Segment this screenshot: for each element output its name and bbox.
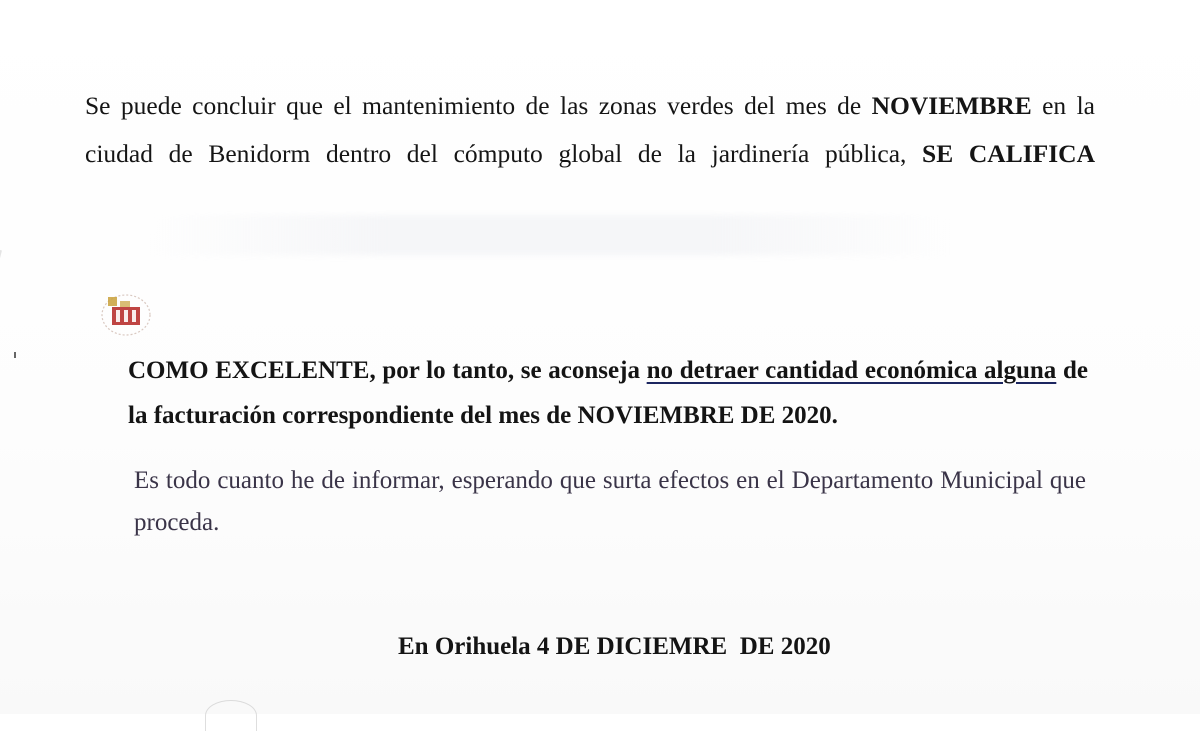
recommendation-line-2: la facturación correspondiente del mes de NOVIEMBRE DE 2020.: [128, 402, 838, 429]
bleed-through-shadow: [150, 215, 950, 255]
faint-stamp-arc: [205, 700, 257, 731]
qualification-bold: SE CALIFICA: [922, 139, 1095, 168]
closing-remarks-line-1: Es todo cuanto he de informar, esperando que surta efectos en el Departamento Municipal que: [134, 467, 1086, 494]
recommendation-paragraph: [128, 348, 1088, 438]
conclusion-text-1a: Se puede concluir que el mantenimiento de las zonas verdes del mes de: [85, 91, 872, 120]
conclusion-text-2a: ciudad de Benidorm dentro del cómputo global de la jardinería pública,: [85, 139, 923, 168]
recommendation-line-1: [128, 348, 1088, 393]
municipal-seal-icon: [100, 293, 152, 337]
month-bold: NOVIEMBRE: [871, 91, 1032, 120]
recommendation-text-1b: de: [1056, 357, 1089, 384]
conclusion-text-1b: en la: [1031, 91, 1095, 120]
paper-edge-mark: [0, 250, 2, 406]
underlined-recommendation: no detraer cantidad económica alguna: [646, 357, 1057, 384]
conclusion-paragraph: [85, 82, 1095, 178]
closing-remarks-line-2: proceda.: [134, 509, 220, 536]
margin-tick-mark: [14, 352, 16, 358]
recommendation-text-1a: COMO EXCELENTE, por lo tanto, se aconseja: [128, 357, 647, 384]
conclusion-line-1: [85, 82, 1095, 130]
closing-remarks-paragraph: [134, 460, 1086, 544]
place-date-line: En Orihuela 4 DE DICIEMRE DE 2020: [398, 633, 831, 660]
conclusion-line-2: [85, 130, 1095, 178]
